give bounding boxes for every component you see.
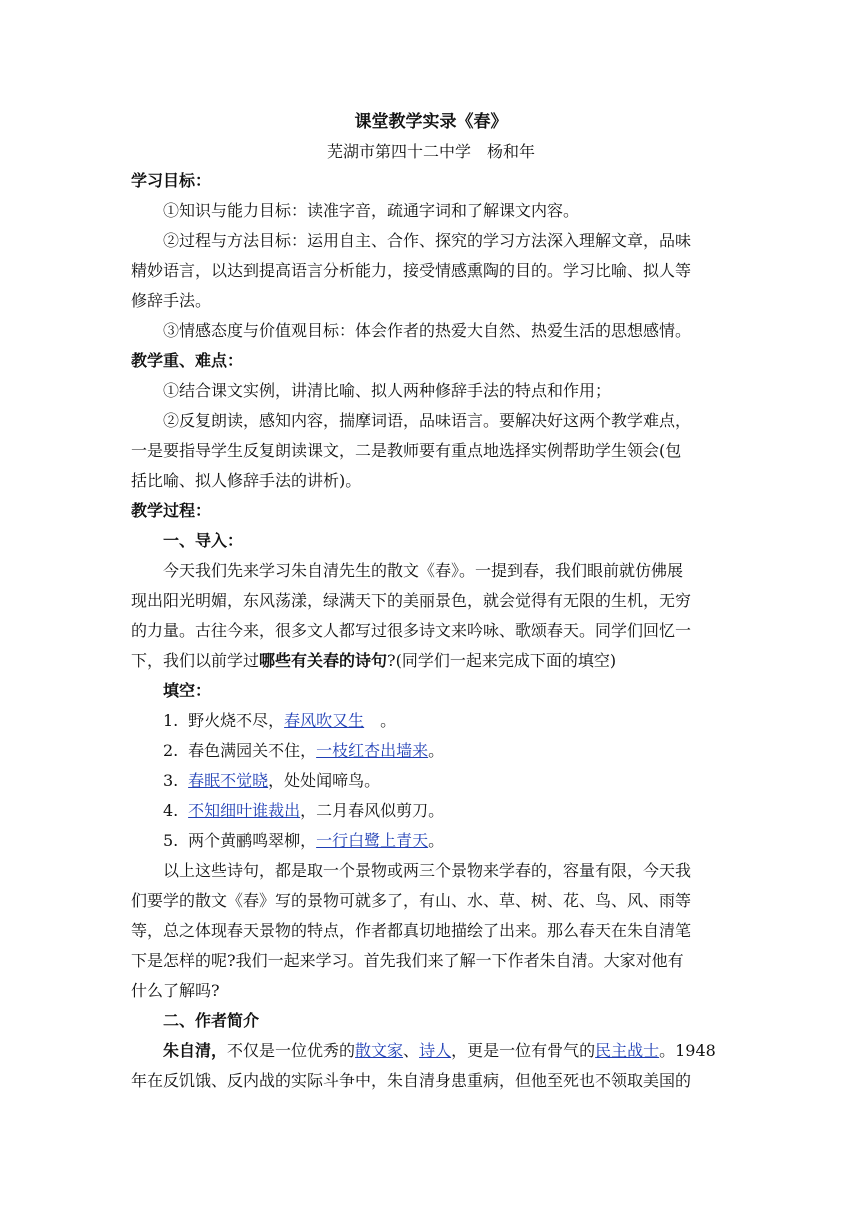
goal-2-line-3: 修辞手法。	[131, 291, 212, 310]
author-text: 不仅是一位优秀的	[227, 1041, 356, 1060]
document-page	[131, 106, 731, 1096]
fill-number: 1.	[163, 711, 179, 730]
keypoint-2-line-1: ②反复朗读，感知内容，揣摩词语，品味语言。要解决好这两个教学难点，	[163, 411, 692, 430]
fill-suffix: ，处处闻啼鸟。	[268, 771, 381, 790]
author-text-2: ，更是一位有骨气的	[451, 1041, 596, 1060]
intro-text: 下，我们以前学过	[131, 651, 260, 670]
author-separator: 、	[403, 1041, 420, 1060]
fill-item-2	[131, 736, 731, 766]
author-paragraph-line-1	[131, 1036, 731, 1066]
goal-2-line-1: ②过程与方法目标：运用自主、合作、探究的学习方法深入理解文章，品味	[163, 231, 692, 250]
fill-answer-link[interactable]: 一枝红杏出墙来	[316, 741, 429, 760]
goals-heading: 学习目标：	[131, 171, 212, 190]
author-text-3: 。1948	[659, 1041, 716, 1060]
summary-paragraph-line-1: 以上这些诗句，都是取一个景物或两三个景物来学春的，容量有限，今天我	[163, 861, 692, 880]
summary-paragraph-line-5: 什么了解吗?	[131, 981, 220, 1000]
fill-answer-link[interactable]: 春风吹又生	[284, 711, 365, 730]
fill-item-4	[131, 796, 731, 826]
intro-paragraph-line-3: 的力量。古往今来，很多文人都写过很多诗文来吟咏、歌颂春天。同学们回忆一	[131, 621, 692, 640]
fill-suffix: 。	[428, 831, 445, 850]
keypoint-2-line-3: 括比喻、拟人修辞手法的讲析)。	[131, 471, 362, 490]
fill-prefix: 野火烧不尽，	[188, 711, 285, 730]
keypoint-1: ①结合课文实例，讲清比喻、拟人两种修辞手法的特点和作用；	[163, 381, 612, 400]
process-heading: 教学过程：	[131, 501, 212, 520]
keypoint-2-line-2: 一是要指导学生反复朗读课文，二是教师要有重点地选择实例帮助学生领会(包	[131, 441, 682, 460]
intro-paragraph-line-4	[131, 646, 731, 676]
summary-paragraph-line-2: 们要学的散文《春》写的景物可就多了，有山、水、草、树、花、鸟、风、雨等	[131, 891, 692, 910]
goal-1: ①知识与能力目标：读准字音，疏通字词和了解课文内容。	[163, 201, 580, 220]
summary-paragraph-line-3: 等，总之体现春天景物的特点，作者都真切地描绘了出来。那么春天在朱自清笔	[131, 921, 692, 940]
fill-suffix: 。	[428, 741, 445, 760]
goal-3: ③情感态度与价值观目标：体会作者的热爱大自然、热爱生活的思想感情。	[163, 321, 692, 340]
summary-paragraph-line-4: 下是怎样的呢?我们一起来学习。首先我们来了解一下作者朱自清。大家对他有	[131, 951, 684, 970]
fill-heading: 填空：	[163, 681, 212, 700]
fill-number: 5.	[163, 831, 179, 850]
author-name: 朱自清，	[163, 1041, 228, 1060]
fill-item-1	[131, 706, 731, 736]
link-essayist[interactable]: 散文家	[355, 1041, 404, 1060]
doc-author: 芜湖市第四十二中学 杨和年	[326, 142, 535, 161]
intro-heading: 一、导入：	[163, 531, 244, 550]
fill-suffix: 。	[364, 711, 397, 730]
goal-2-line-2: 精妙语言，以达到提高语言分析能力，接受情感熏陶的目的。学习比喻、拟人等	[131, 261, 692, 280]
fill-answer-link[interactable]: 春眠不觉晓	[188, 771, 269, 790]
fill-number: 3.	[163, 771, 179, 790]
fill-prefix: 春色满园关不住，	[188, 741, 317, 760]
fill-item-3	[131, 766, 731, 796]
keypoints-heading: 教学重、难点：	[131, 351, 244, 370]
fill-prefix: 两个黄鹂鸣翠柳，	[188, 831, 317, 850]
fill-item-5	[131, 826, 731, 856]
link-poet[interactable]: 诗人	[419, 1041, 452, 1060]
fill-number: 2.	[163, 741, 179, 760]
intro-emphasis: 哪些有关春的诗句	[259, 651, 388, 670]
author-paragraph-line-2: 年在反饥饿、反内战的实际斗争中，朱自清身患重病，但他至死也不领取美国的	[131, 1071, 692, 1090]
fill-number: 4.	[163, 801, 179, 820]
intro-paragraph-line-2: 现出阳光明媚，东风荡漾，绿满天下的美丽景色，就会觉得有无限的生机，无穷	[131, 591, 692, 610]
intro-text-end: ?(同学们一起来完成下面的填空)	[387, 651, 617, 670]
doc-title: 课堂教学实录《春》	[354, 112, 508, 132]
fill-suffix: ，二月春风似剪刀。	[300, 801, 445, 820]
link-democratic-fighter[interactable]: 民主战士	[595, 1041, 660, 1060]
fill-answer-link[interactable]: 一行白鹭上青天	[316, 831, 429, 850]
intro-paragraph-line-1: 今天我们先来学习朱自清先生的散文《春》。一提到春，我们眼前就仿佛展	[163, 561, 684, 580]
author-heading: 二、作者简介	[163, 1011, 260, 1030]
fill-answer-link[interactable]: 不知细叶谁裁出	[188, 801, 301, 820]
